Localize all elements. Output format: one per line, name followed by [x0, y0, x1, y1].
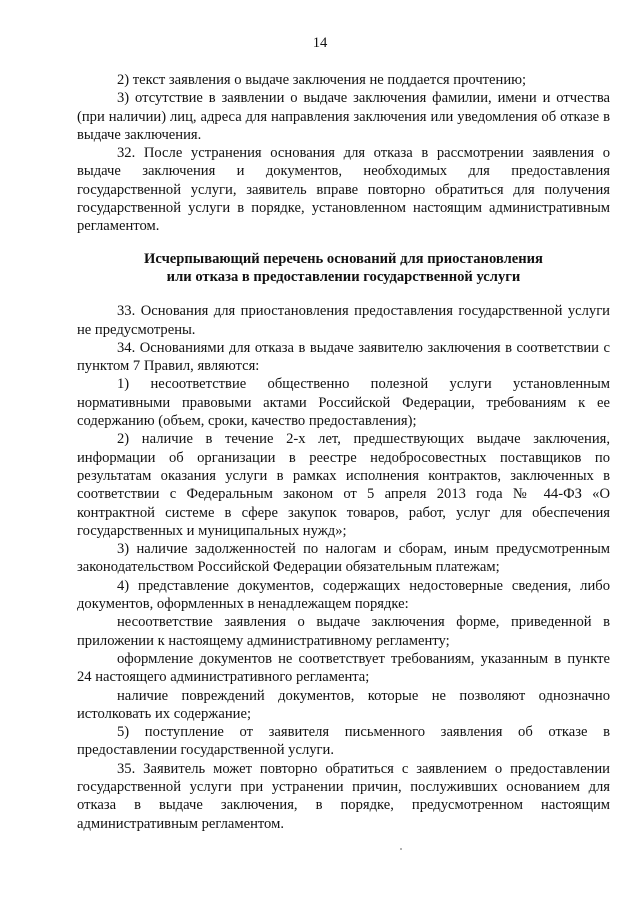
paragraph-34-item-3: 3) наличие задолженностей по налогам и сборам, иным предусмотренным законодательством Российской Федерации обязательным платежам; — [77, 541, 610, 576]
section-heading-line-2: или отказа в предоставлении государственной услуги — [166, 268, 521, 285]
paragraph-33: 33. Основания для приостановления предоставления государственной услуги не предусмотрены. — [77, 303, 610, 338]
page-number: 14 — [312, 35, 328, 51]
paragraph-34-item-4-sub-3: наличие повреждений документов, которые не позволяют однозначно истолковать их содержание; — [77, 687, 610, 722]
section-heading-line-1: Исчерпывающий перечень оснований для приостановления — [144, 250, 543, 267]
paragraph-item-3: 3) отсутствие в заявлении о выдаче заключения фамилии, имени и отчества (при наличии) лиц, адреса для направления заключения или уведомления об отказе в выдаче заключения. — [77, 90, 610, 143]
paragraph-35: 35. Заявитель может повторно обратиться с заявлением о предоставлении государственной услуги при устранении причин, послуживших основанием для отказа в выдаче заключения, в порядке, предусмотренном настоящим административным регламентом. — [77, 760, 610, 832]
paragraph-34-item-4: 4) представление документов, содержащих недостоверные сведения, либо документов, оформленных в ненадлежащем порядке: — [77, 577, 610, 613]
paragraph-32: 32. После устранения основания для отказа в рассмотрении заявления о выдаче заключения и документов, необходимых для предоставления государственной услуги, заявитель вправе повторно обратиться для получения государственной услуги в порядке, установленном настоящим административным регламентом. — [77, 145, 610, 235]
paragraph-34-item-4-sub-2: оформление документов не соответствует требованиям, указанным в пункте 24 настоящего административного регламента; — [77, 650, 610, 686]
paragraph-34-item-1: 1) несоответствие общественно полезной услуги установленным нормативными правовыми актами Российской Федерации, требованиям к ее содержанию (объем, сроки, качество предоставления); — [77, 376, 610, 430]
paragraph-34: 34. Основаниями для отказа в выдаче заявителю заключения в соответствии с пунктом 7 Правил, являются: — [77, 339, 610, 375]
page-body — [77, 71, 610, 833]
paragraph-34-item-4-sub-1: несоответствие заявления о выдаче заключения форме, приведенной в приложении к настоящему административному регламенту; — [77, 614, 610, 649]
paragraph-34-item-5: 5) поступление от заявителя письменного заявления об отказе в предоставлении государственной услуги. — [77, 724, 610, 759]
paragraph-item-2: 2) текст заявления о выдаче заключения не поддается прочтению; — [117, 72, 527, 88]
section-heading — [77, 250, 610, 287]
paragraph-34-item-2: 2) наличие в течение 2-х лет, предшествующих выдаче заключения, информации об организации в реестре недобросовестных поставщиков по результатам оказания услуги в рамках исполнения контрактов, заключенных в соответствии с Федеральным законом от 5 апреля 2013 года № 44-ФЗ «О контрактной системе в сфере закупок товаров, работ, услуг для обеспечения государственных и муниципальных нужд»; — [77, 431, 610, 539]
scan-speck — [400, 848, 402, 850]
